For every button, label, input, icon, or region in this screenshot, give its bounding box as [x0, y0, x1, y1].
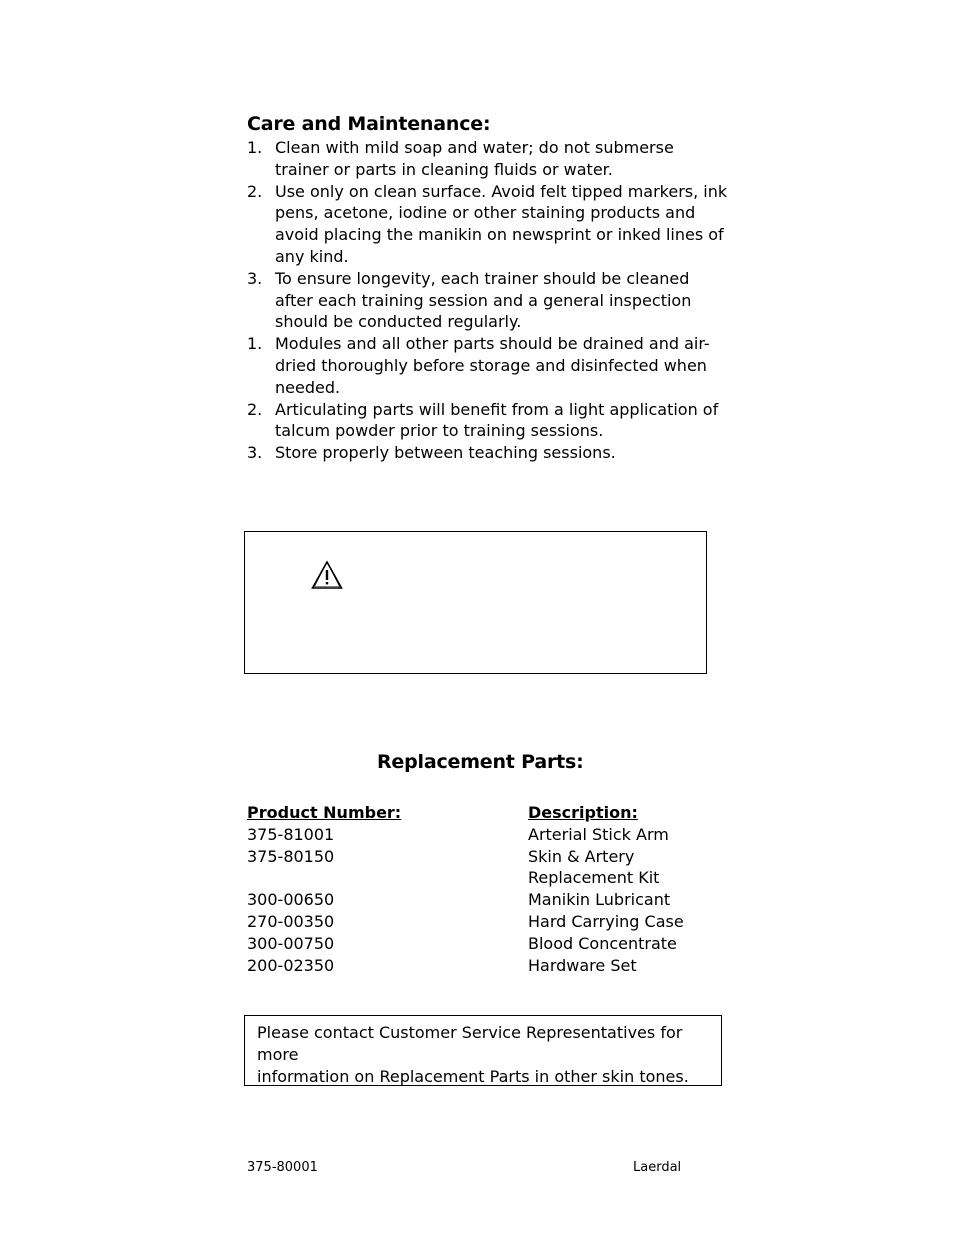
contact-notice-box — [244, 1015, 722, 1086]
list-item-text: pens, acetone, iodine or other staining products and — [275, 203, 696, 223]
description-cell: Hard Carrying Case — [528, 911, 684, 931]
product-number-cell: 375-81001 — [247, 824, 335, 844]
description-cell: Manikin Lubricant — [528, 890, 671, 910]
product-number-cell: 200-02350 — [247, 955, 335, 975]
product-number-cell: 300-00650 — [247, 890, 335, 910]
table-row — [247, 955, 727, 977]
replacement-parts-heading: Replacement Parts: — [377, 751, 584, 773]
description-cell: Skin & Artery — [528, 846, 635, 866]
warning-box — [244, 531, 707, 674]
list-item-text: Modules and all other parts should be drained and air- — [275, 334, 710, 354]
description-cell: Blood Concentrate — [528, 933, 677, 953]
product-number-cell: 375-80150 — [247, 846, 335, 866]
table-row — [247, 824, 727, 846]
list-item-text: after each training session and a general inspection — [275, 290, 692, 310]
contact-notice-text — [257, 1022, 717, 1087]
product-number-cell: 300-00750 — [247, 933, 335, 953]
list-item-text: talcum powder prior to training sessions. — [275, 421, 604, 441]
list-item-text: To ensure longevity, each trainer should be cleaned — [275, 268, 690, 288]
list-item-number: 3. — [247, 268, 263, 288]
list-item-text: Use only on clean surface. Avoid felt tipped markers, ink — [275, 181, 728, 201]
table-row — [247, 933, 727, 955]
product-number-header: Product Number: — [247, 803, 402, 822]
list-item-number: 2. — [247, 399, 263, 419]
list-item — [247, 442, 717, 464]
list-item — [247, 268, 717, 333]
footer-brand: Laerdal — [633, 1160, 682, 1175]
contact-notice-line: Please contact Customer Service Representatives for more — [257, 1023, 683, 1064]
list-item-number: 3. — [247, 443, 263, 463]
table-header-row — [247, 802, 727, 824]
table-row — [247, 889, 727, 911]
list-item-text: trainer or parts in cleaning fluids or water. — [275, 159, 613, 179]
list-item — [247, 333, 717, 398]
replacement-parts-table — [247, 802, 727, 976]
description-cell: Arterial Stick Arm — [528, 824, 669, 844]
list-item — [247, 181, 728, 268]
table-row — [247, 846, 727, 868]
list-item-text: Clean with mild soap and water; do not submerse — [275, 138, 674, 157]
list-item-number: 1. — [247, 334, 263, 354]
list-item-number: 2. — [247, 181, 263, 201]
list-item-text: avoid placing the manikin on newsprint or inked lines of — [275, 225, 724, 245]
table-row — [247, 911, 727, 933]
care-maintenance-heading: Care and Maintenance: — [247, 113, 491, 135]
description-header: Description: — [528, 803, 638, 822]
list-item-text: Articulating parts will benefit from a light application of — [275, 399, 719, 419]
warning-triangle-icon — [311, 560, 343, 590]
list-item-text: needed. — [275, 377, 341, 397]
list-item-text: dried thoroughly before storage and disinfected when — [275, 355, 707, 375]
care-maintenance-list — [247, 137, 728, 464]
product-number-cell — [247, 867, 528, 889]
description-cell: Replacement Kit — [528, 868, 660, 888]
product-number-cell: 270-00350 — [247, 911, 335, 931]
footer-document-number: 375-80001 — [247, 1160, 318, 1175]
list-item-number: 1. — [247, 138, 263, 157]
contact-notice-line: information on Replacement Parts in other skin tones. — [257, 1066, 689, 1086]
list-item — [247, 399, 717, 443]
list-item — [247, 137, 717, 181]
description-cell: Hardware Set — [528, 955, 637, 975]
list-item-text: should be conducted regularly. — [275, 312, 522, 332]
table-row — [247, 867, 727, 889]
list-item-text: any kind. — [275, 246, 349, 266]
list-item-text: Store properly between teaching sessions. — [275, 443, 616, 463]
